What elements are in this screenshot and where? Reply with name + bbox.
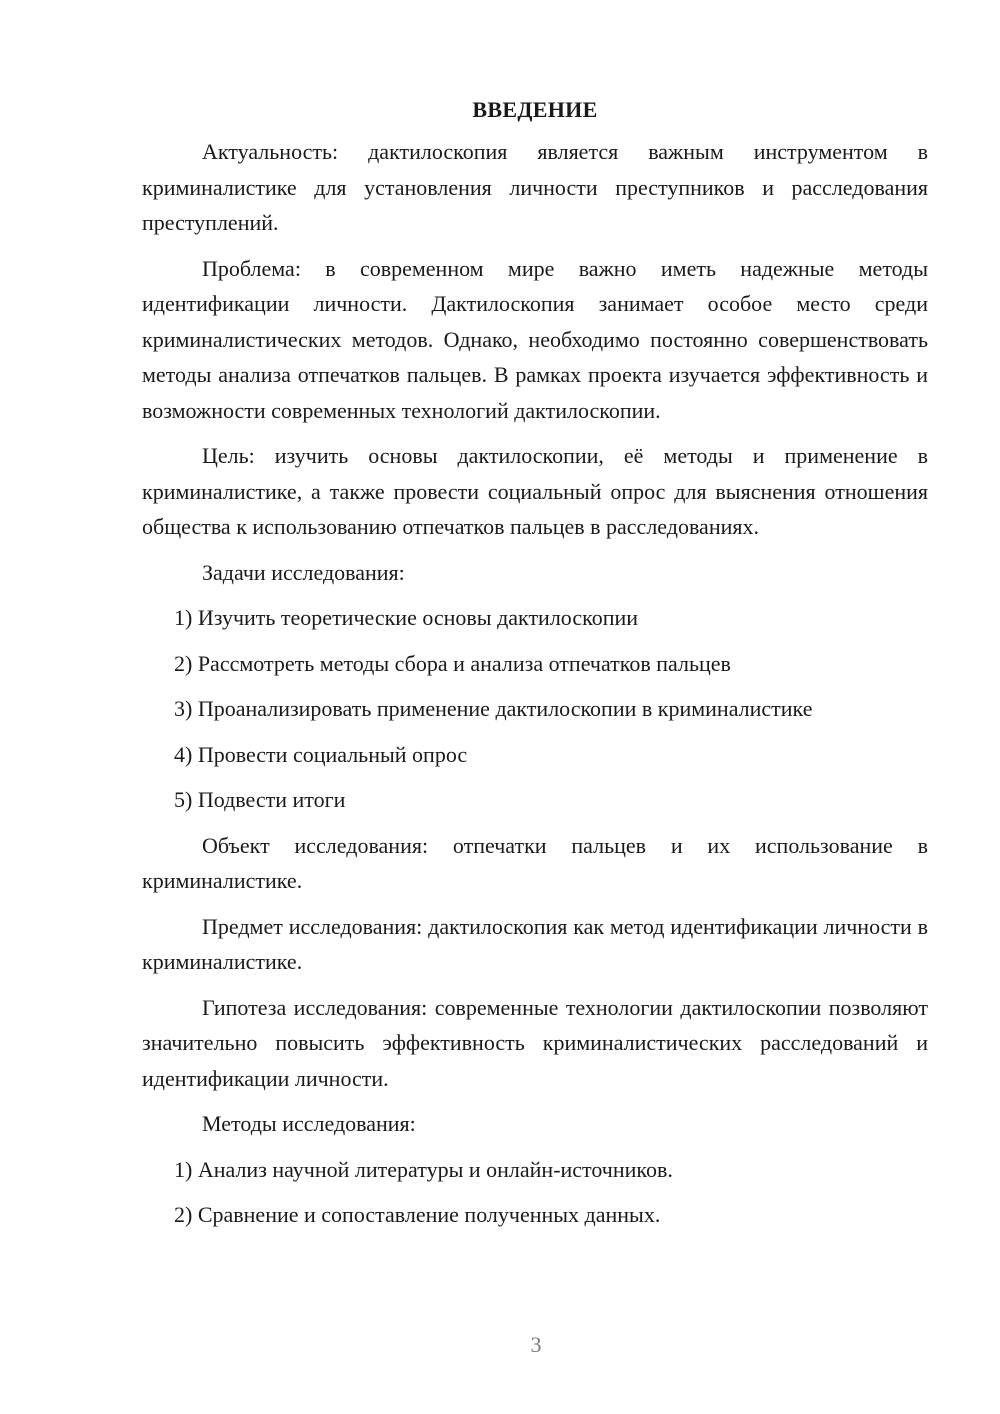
document-page: [142, 92, 928, 1243]
methods-heading: Методы исследования:: [202, 1111, 416, 1136]
method-item-2: 2) Сравнение и сопоставление полученных данных.: [174, 1202, 661, 1227]
paragraph-subject: Предмет исследования: дактилоскопия как метод идентификации личности в криминалистике.: [142, 913, 928, 974]
task-item-5: 5) Подвести итоги: [174, 787, 346, 812]
paragraph-hypothesis: Гипотеза исследования: современные технологии дактилоскопии позволяют значительно повысить эффективность криминалистических расследований и идентификации личности.: [142, 994, 928, 1091]
tasks-heading: Задачи исследования:: [202, 559, 405, 585]
page-number: 3: [530, 1332, 542, 1357]
paragraph-problem: Проблема: в современном мире важно иметь надежные методы идентификации личности. Дактилоскопия занимает особое место среди криминалистических методов. Однако, необходимо постоянно совершенствовать методы анализа отпечатков пальцев. В рамках проекта изучается эффективность и возможности современных технологий дактилоскопии.: [142, 255, 928, 423]
task-item-1: 1) Изучить теоретические основы дактилоскопии: [174, 605, 639, 630]
method-item-1: 1) Анализ научной литературы и онлайн-источников.: [174, 1156, 673, 1182]
paragraph-object: Объект исследования: отпечатки пальцев и их использование в криминалистике.: [142, 832, 928, 893]
paragraph-goal: Цель: изучить основы дактилоскопии, её методы и применение в криминалистике, а также провести социальный опрос для выяснения отношения общества к использованию отпечатков пальцев в расследованиях.: [142, 443, 928, 539]
task-item-3: 3) Проанализировать применение дактилоскопии в криминалистике: [174, 696, 813, 721]
section-title: ВВЕДЕНИЕ: [472, 97, 598, 122]
task-item-4: 4) Провести социальный опрос: [174, 741, 468, 767]
task-item-2: 2) Рассмотреть методы сбора и анализа отпечатков пальцев: [174, 650, 731, 676]
paragraph-relevance: Актуальность: дактилоскопия является важным инструментом в криминалистике для установления личности преступников и расследования преступлений.: [142, 139, 928, 235]
